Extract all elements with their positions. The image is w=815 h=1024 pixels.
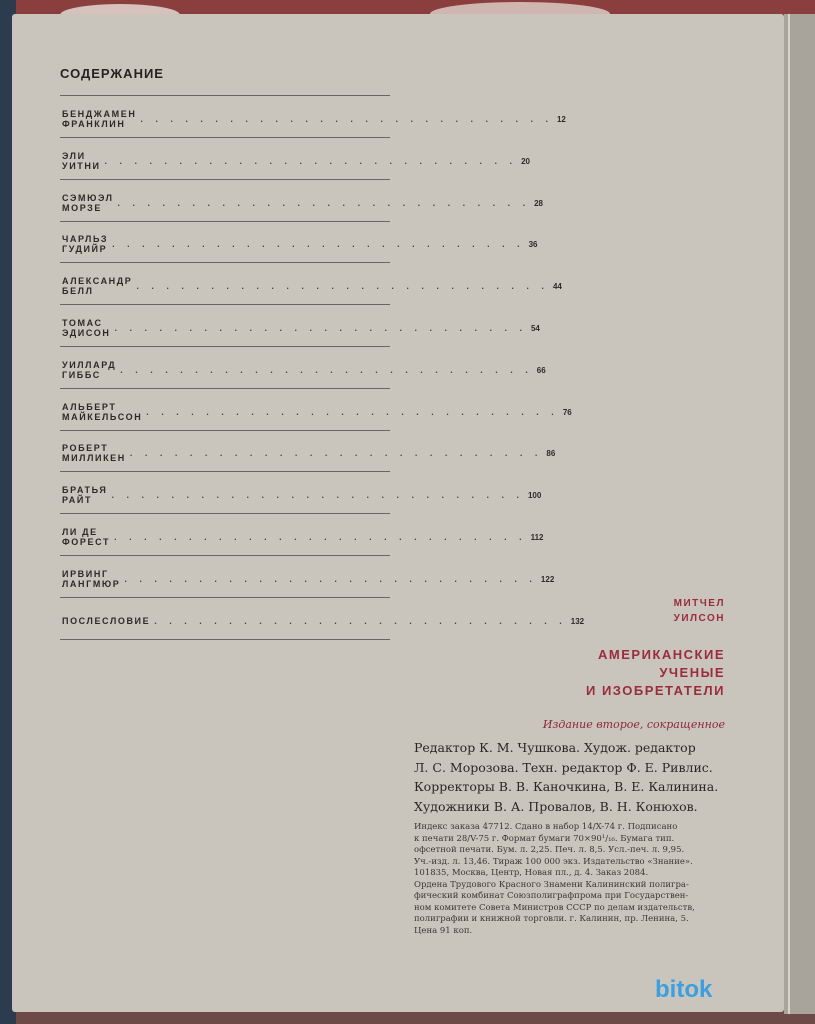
toc-divider xyxy=(60,430,390,431)
toc-entry-name: ПОСЛЕСЛОВИЕ xyxy=(62,616,151,626)
toc-entry xyxy=(62,151,530,171)
toc-divider xyxy=(60,137,390,138)
toc-divider xyxy=(60,555,390,556)
toc-divider xyxy=(60,346,390,347)
toc-entry-name: БЕНДЖАМЕН ФРАНКЛИН xyxy=(62,109,137,129)
toc-leader-dots: . . . . . . . . . . . . . . . . . . . . . . . . . . . . xyxy=(111,490,524,500)
toc-entry-page: 44 xyxy=(552,281,562,291)
toc-entry-name: ЭЛИ УИТНИ xyxy=(62,151,101,171)
toc-entry xyxy=(62,318,540,338)
toc-entry-name: ЛИ ДЕ ФОРЕСТ xyxy=(62,527,111,547)
toc-entry xyxy=(62,527,544,547)
toc-entry-page: 132 xyxy=(570,616,585,626)
toc-entry-name: АЛЕКСАНДР БЕЛЛ xyxy=(62,276,133,296)
toc-leader-dots: . . . . . . . . . . . . . . . . . . . . . . . . . . . . xyxy=(117,198,531,208)
watermark-logo: bitok xyxy=(655,976,713,1003)
editorial-credits xyxy=(414,738,734,816)
toc-entry-page: 122 xyxy=(540,574,555,584)
toc-entry xyxy=(62,193,543,213)
credit-line: Л. С. Морозова. Техн. редактор Ф. Е. Ривлис. xyxy=(414,759,713,775)
book-title xyxy=(586,646,725,700)
imprint-line: офсетной печати. Бум. л. 2,25. Печ. л. 8,5. Усл.-печ. л. 9,95. xyxy=(414,845,685,855)
book-title-line: АМЕРИКАНСКИЕ xyxy=(598,647,725,662)
toc-divider xyxy=(60,95,390,96)
toc-entry xyxy=(62,443,556,463)
toc-entry xyxy=(62,109,566,129)
imprint-line: Индекс заказа 47712. Сдано в набор 14/X-74 г. Подписано xyxy=(414,822,678,832)
toc-divider xyxy=(60,471,390,472)
toc-entry xyxy=(62,276,562,296)
page-edges xyxy=(784,14,815,1014)
imprint-line: полиграфии и книжной торговли. г. Калинин, пр. Ленина, 5. xyxy=(414,914,689,924)
toc-entry xyxy=(62,485,542,505)
toc-entry-page: 100 xyxy=(527,490,542,500)
toc-entry-name: СЭМЮЭЛ МОРЗЕ xyxy=(62,193,114,213)
toc-entry-page: 36 xyxy=(528,239,538,249)
toc-entry-name: УИЛЛАРД ГИББС xyxy=(62,360,117,380)
toc-entry-page: 28 xyxy=(534,198,543,208)
toc-leader-dots: . . . . . . . . . . . . . . . . . . . . . . . . . . . . xyxy=(120,365,533,375)
toc-leader-dots: . . . . . . . . . . . . . . . . . . . . . . . . . . . . xyxy=(112,239,525,249)
imprint-line: ном комитете Совета Министров СССР по делам издательств, xyxy=(414,902,695,913)
credit-line: Художники В. А. Провалов, В. Н. Конюхов. xyxy=(414,798,698,814)
toc-entry-page: 66 xyxy=(536,365,546,375)
imprint-line: Уч.-изд. л. 13,46. Тираж 100 000 экз. Издательство «Знание». xyxy=(414,856,693,867)
imprint-line: 101835, Москва, Центр, Новая пл., д. 4. Заказ 2084. xyxy=(414,868,649,878)
toc-leader-dots: . . . . . . . . . . . . . . . . . . . . . . . . . . . . xyxy=(154,616,567,626)
imprint-line: Цена 91 коп. xyxy=(414,925,473,936)
toc-divider xyxy=(60,639,390,640)
toc-leader-dots: . . . . . . . . . . . . . . . . . . . . . . . . . . . . xyxy=(146,407,559,417)
toc-entry-page: 20 xyxy=(521,156,530,166)
toc-divider xyxy=(60,597,390,598)
toc-entry-name: ТОМАС ЭДИСОН xyxy=(62,318,111,338)
toc-leader-dots: . . . . . . . . . . . . . . . . . . . . . . . . . . . . xyxy=(114,323,527,333)
book-title-line: И ИЗОБРЕТАТЕЛИ xyxy=(585,683,725,698)
toc-entry-page: 54 xyxy=(530,323,540,333)
toc-entry-name: ИРВИНГ ЛАНГМЮР xyxy=(62,569,121,589)
author-last-name: УИЛСОН xyxy=(673,613,725,624)
imprint-line: к печати 28/V-75 г. Формат бумаги 70×90¹/₁₆. Бумага тип. xyxy=(414,833,675,844)
toc-entry xyxy=(62,569,555,589)
toc-leader-dots: . . . . . . . . . . . . . . . . . . . . . . . . . . . . xyxy=(114,532,527,542)
imprint-line: фический комбинат Союзполиграфпрома при Государствен- xyxy=(414,891,689,901)
toc-divider xyxy=(60,179,390,180)
toc-entry-page: 86 xyxy=(546,448,556,458)
toc-entry xyxy=(62,402,572,422)
toc-heading: СОДЕРЖАНИЕ xyxy=(60,66,164,81)
author-name xyxy=(674,596,725,626)
toc-entry-name: РОБЕРТ МИЛЛИКЕН xyxy=(62,443,126,463)
toc-entry-name: ЧАРЛЬЗ ГУДИЙР xyxy=(62,234,109,254)
toc-leader-dots: . . . . . . . . . . . . . . . . . . . . . . . . . . . . xyxy=(136,281,549,291)
toc-divider xyxy=(60,221,390,222)
author-first-name: МИТЧЕЛ xyxy=(673,598,725,609)
credit-line: Корректоры В. В. Каночкина, В. Е. Калинина. xyxy=(414,779,719,794)
toc-divider xyxy=(60,388,390,389)
toc-entry xyxy=(62,234,538,254)
toc-entry xyxy=(62,614,585,628)
toc-leader-dots: . . . . . . . . . . . . . . . . . . . . . . . . . . . . xyxy=(140,114,553,124)
printing-imprint xyxy=(414,822,736,937)
toc-leader-dots: . . . . . . . . . . . . . . . . . . . . . . . . . . . . xyxy=(104,156,518,166)
toc-divider xyxy=(60,513,390,514)
toc-leader-dots: . . . . . . . . . . . . . . . . . . . . . . . . . . . . xyxy=(129,448,543,458)
imprint-line: Ордена Трудового Красного Знамени Калининский полигра- xyxy=(414,879,689,890)
toc-leader-dots: . . . . . . . . . . . . . . . . . . . . . . . . . . . . xyxy=(124,574,537,584)
toc-entry-page: 76 xyxy=(562,407,572,417)
toc-entry xyxy=(62,360,546,380)
toc-entry-name: БРАТЬЯ РАЙТ xyxy=(62,485,108,505)
credit-line: Редактор К. М. Чушкова. Худож. редактор xyxy=(414,740,696,755)
edition-note: Издание второе, сокращенное xyxy=(542,718,725,731)
book-title-line: УЧЕНЫЕ xyxy=(659,665,725,680)
toc-entry-page: 12 xyxy=(556,114,566,124)
toc-entry-page: 112 xyxy=(530,532,544,542)
toc-entry-name: АЛЬБЕРТ МАЙКЕЛЬСОН xyxy=(62,402,143,422)
toc-divider xyxy=(60,262,390,263)
toc-divider xyxy=(60,304,390,305)
